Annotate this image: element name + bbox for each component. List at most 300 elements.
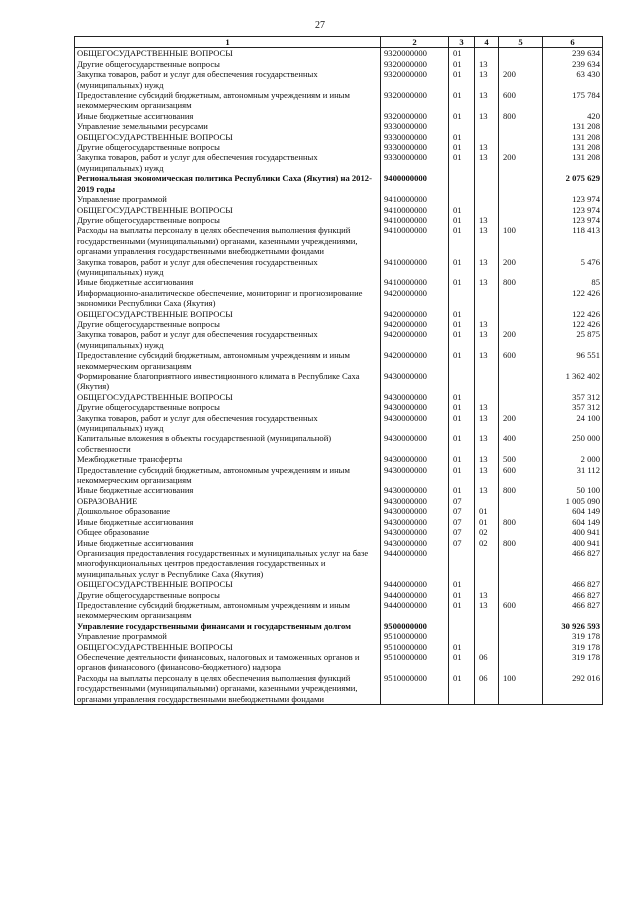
row-expense-type-cell: [499, 288, 543, 309]
row-section-cell: 01: [449, 111, 475, 121]
row-name-cell: ОБЩЕГОСУДАРСТВЕННЫЕ ВОПРОСЫ: [75, 579, 381, 589]
row-name-cell: ОБЩЕГОСУДАРСТВЕННЫЕ ВОПРОСЫ: [75, 642, 381, 652]
table-row: [75, 173, 603, 194]
row-amount-cell: 239 634: [543, 48, 603, 59]
row-code-cell: 9430000000: [381, 485, 449, 495]
table-row: [75, 538, 603, 548]
row-subsection-cell: 13: [475, 433, 499, 454]
row-name-cell: ОБРАЗОВАНИЕ: [75, 496, 381, 506]
row-expense-type-cell: 500: [499, 454, 543, 464]
row-name-cell: Иные бюджетные ассигнования: [75, 517, 381, 527]
row-expense-type-cell: [499, 319, 543, 329]
row-section-cell: 01: [449, 329, 475, 350]
row-code-cell: 9320000000: [381, 59, 449, 69]
row-name-cell: Расходы на выплаты персоналу в целях обеспечения выполнения функций государственными (муниципальными) органами, казенными учреждениями, органами управления государственными внебюджетными фондами: [75, 225, 381, 256]
row-subsection-cell: 13: [475, 465, 499, 486]
table-row: [75, 600, 603, 621]
row-section-cell: 01: [449, 433, 475, 454]
table-row: [75, 59, 603, 69]
row-amount-cell: 123 974: [543, 205, 603, 215]
row-code-cell: 9430000000: [381, 506, 449, 516]
row-name-cell: Межбюджетные трансферты: [75, 454, 381, 464]
row-amount-cell: 466 827: [543, 590, 603, 600]
table-row: [75, 496, 603, 506]
table-row: [75, 590, 603, 600]
row-section-cell: 07: [449, 517, 475, 527]
row-expense-type-cell: [499, 579, 543, 589]
row-amount-cell: 400 941: [543, 527, 603, 537]
table-row: [75, 194, 603, 204]
row-code-cell: 9430000000: [381, 527, 449, 537]
row-code-cell: 9440000000: [381, 579, 449, 589]
row-section-cell: 01: [449, 59, 475, 69]
header-col-2: 2: [381, 37, 449, 48]
table-row: [75, 579, 603, 589]
row-amount-cell: 122 426: [543, 288, 603, 309]
table-row: [75, 631, 603, 641]
row-amount-cell: 131 208: [543, 132, 603, 142]
row-expense-type-cell: 800: [499, 517, 543, 527]
table-row: [75, 121, 603, 131]
table-row: [75, 673, 603, 705]
row-amount-cell: 604 149: [543, 506, 603, 516]
row-code-cell: 9440000000: [381, 590, 449, 600]
row-section-cell: 01: [449, 309, 475, 319]
row-section-cell: 01: [449, 257, 475, 278]
row-expense-type-cell: [499, 402, 543, 412]
row-subsection-cell: [475, 205, 499, 215]
table-row: [75, 621, 603, 631]
row-code-cell: 9410000000: [381, 194, 449, 204]
row-code-cell: 9420000000: [381, 350, 449, 371]
row-section-cell: 01: [449, 48, 475, 59]
row-amount-cell: 2 000: [543, 454, 603, 464]
table-row: [75, 111, 603, 121]
row-name-cell: Управление программой: [75, 631, 381, 641]
row-name-cell: Формирование благоприятного инвестиционного климата в Республике Саха (Якутия): [75, 371, 381, 392]
row-section-cell: 01: [449, 454, 475, 464]
row-expense-type-cell: [499, 590, 543, 600]
row-subsection-cell: 13: [475, 350, 499, 371]
table-row: [75, 152, 603, 173]
row-subsection-cell: 13: [475, 69, 499, 90]
row-amount-cell: 131 208: [543, 152, 603, 173]
table-row: [75, 329, 603, 350]
row-name-cell: ОБЩЕГОСУДАРСТВЕННЫЕ ВОПРОСЫ: [75, 48, 381, 59]
row-subsection-cell: [475, 631, 499, 641]
row-name-cell: Предоставление субсидий бюджетным, автономным учреждениям и иным некоммерческим организациям: [75, 465, 381, 486]
row-expense-type-cell: [499, 48, 543, 59]
row-subsection-cell: [475, 621, 499, 631]
row-subsection-cell: 13: [475, 402, 499, 412]
row-name-cell: Предоставление субсидий бюджетным, автономным учреждениям и иным некоммерческим организациям: [75, 600, 381, 621]
row-expense-type-cell: [499, 194, 543, 204]
row-code-cell: 9430000000: [381, 496, 449, 506]
row-expense-type-cell: [499, 59, 543, 69]
row-code-cell: 9330000000: [381, 132, 449, 142]
row-name-cell: Организация предоставления государственных и муниципальных услуг на базе многофункциональных центров предоставления государственных и муниципальных услуг в Республике Саха (Якутия): [75, 548, 381, 579]
row-code-cell: 9410000000: [381, 277, 449, 287]
row-name-cell: ОБЩЕГОСУДАРСТВЕННЫЕ ВОПРОСЫ: [75, 309, 381, 319]
row-subsection-cell: [475, 48, 499, 59]
row-name-cell: Иные бюджетные ассигнования: [75, 538, 381, 548]
row-subsection-cell: [475, 309, 499, 319]
row-code-cell: 9510000000: [381, 652, 449, 673]
row-code-cell: 9330000000: [381, 121, 449, 131]
row-code-cell: 9420000000: [381, 288, 449, 309]
table-body: [75, 48, 603, 705]
row-name-cell: Закупка товаров, работ и услуг для обеспечения государственных (муниципальных) нужд: [75, 257, 381, 278]
row-subsection-cell: 13: [475, 413, 499, 434]
row-name-cell: Управление государственными финансами и государственным долгом: [75, 621, 381, 631]
row-code-cell: 9430000000: [381, 465, 449, 486]
table-row: [75, 465, 603, 486]
row-subsection-cell: 13: [475, 152, 499, 173]
row-subsection-cell: [475, 579, 499, 589]
row-subsection-cell: [475, 642, 499, 652]
row-amount-cell: 118 413: [543, 225, 603, 256]
row-expense-type-cell: [499, 371, 543, 392]
row-expense-type-cell: [499, 506, 543, 516]
row-amount-cell: 319 178: [543, 631, 603, 641]
row-code-cell: 9420000000: [381, 329, 449, 350]
header-col-4: 4: [475, 37, 499, 48]
row-subsection-cell: [475, 548, 499, 579]
row-expense-type-cell: [499, 215, 543, 225]
row-amount-cell: 319 178: [543, 642, 603, 652]
row-amount-cell: 466 827: [543, 579, 603, 589]
row-section-cell: 01: [449, 319, 475, 329]
row-expense-type-cell: [499, 142, 543, 152]
row-subsection-cell: 06: [475, 673, 499, 705]
row-subsection-cell: 01: [475, 517, 499, 527]
table-row: [75, 413, 603, 434]
row-subsection-cell: 13: [475, 257, 499, 278]
row-section-cell: [449, 121, 475, 131]
row-code-cell: 9400000000: [381, 173, 449, 194]
row-section-cell: 01: [449, 132, 475, 142]
row-amount-cell: 31 112: [543, 465, 603, 486]
row-section-cell: 01: [449, 277, 475, 287]
row-subsection-cell: 13: [475, 142, 499, 152]
row-amount-cell: 466 827: [543, 600, 603, 621]
row-subsection-cell: [475, 121, 499, 131]
row-amount-cell: 24 100: [543, 413, 603, 434]
row-expense-type-cell: [499, 652, 543, 673]
table-row: [75, 215, 603, 225]
row-section-cell: [449, 194, 475, 204]
row-amount-cell: 123 974: [543, 194, 603, 204]
table-row: [75, 402, 603, 412]
row-name-cell: Иные бюджетные ассигнования: [75, 277, 381, 287]
row-expense-type-cell: [499, 548, 543, 579]
row-expense-type-cell: 200: [499, 69, 543, 90]
row-expense-type-cell: 600: [499, 350, 543, 371]
row-code-cell: 9320000000: [381, 69, 449, 90]
row-name-cell: ОБЩЕГОСУДАРСТВЕННЫЕ ВОПРОСЫ: [75, 132, 381, 142]
table-row: [75, 257, 603, 278]
row-expense-type-cell: 200: [499, 329, 543, 350]
row-amount-cell: 122 426: [543, 319, 603, 329]
row-subsection-cell: 02: [475, 527, 499, 537]
row-subsection-cell: 13: [475, 329, 499, 350]
row-name-cell: Предоставление субсидий бюджетным, автономным учреждениям и иным некоммерческим организациям: [75, 350, 381, 371]
row-section-cell: 01: [449, 652, 475, 673]
row-subsection-cell: [475, 371, 499, 392]
row-expense-type-cell: [499, 392, 543, 402]
row-code-cell: 9440000000: [381, 600, 449, 621]
row-name-cell: Другие общегосударственные вопросы: [75, 319, 381, 329]
row-amount-cell: 239 634: [543, 59, 603, 69]
row-code-cell: 9320000000: [381, 90, 449, 111]
row-expense-type-cell: 800: [499, 538, 543, 548]
row-subsection-cell: 02: [475, 538, 499, 548]
row-amount-cell: 131 208: [543, 121, 603, 131]
row-code-cell: 9320000000: [381, 48, 449, 59]
row-code-cell: 9500000000: [381, 621, 449, 631]
row-subsection-cell: [475, 288, 499, 309]
row-section-cell: 01: [449, 402, 475, 412]
table-row: [75, 132, 603, 142]
row-amount-cell: 131 208: [543, 142, 603, 152]
table-row: [75, 277, 603, 287]
row-expense-type-cell: [499, 173, 543, 194]
table-row: [75, 319, 603, 329]
row-section-cell: 07: [449, 527, 475, 537]
row-code-cell: 9510000000: [381, 673, 449, 705]
row-section-cell: 01: [449, 142, 475, 152]
row-section-cell: 01: [449, 90, 475, 111]
row-subsection-cell: 13: [475, 90, 499, 111]
row-name-cell: Иные бюджетные ассигнования: [75, 485, 381, 495]
row-expense-type-cell: 100: [499, 673, 543, 705]
row-amount-cell: 96 551: [543, 350, 603, 371]
row-amount-cell: 400 941: [543, 538, 603, 548]
table-row: [75, 517, 603, 527]
row-code-cell: 9430000000: [381, 402, 449, 412]
table-row: [75, 90, 603, 111]
row-section-cell: 01: [449, 69, 475, 90]
row-expense-type-cell: 800: [499, 277, 543, 287]
row-expense-type-cell: 200: [499, 152, 543, 173]
row-name-cell: Другие общегосударственные вопросы: [75, 215, 381, 225]
row-subsection-cell: 13: [475, 225, 499, 256]
row-expense-type-cell: [499, 309, 543, 319]
row-section-cell: 01: [449, 642, 475, 652]
row-name-cell: Закупка товаров, работ и услуг для обеспечения государственных (муниципальных) нужд: [75, 329, 381, 350]
row-amount-cell: 63 430: [543, 69, 603, 90]
row-subsection-cell: [475, 194, 499, 204]
row-amount-cell: 123 974: [543, 215, 603, 225]
row-section-cell: 07: [449, 496, 475, 506]
row-amount-cell: 25 875: [543, 329, 603, 350]
row-code-cell: 9440000000: [381, 548, 449, 579]
row-name-cell: Обеспечение деятельности финансовых, налоговых и таможенных органов и органов финансового (финансово-бюджетного) надзора: [75, 652, 381, 673]
table-row: [75, 142, 603, 152]
row-amount-cell: 466 827: [543, 548, 603, 579]
table-row: [75, 652, 603, 673]
row-subsection-cell: 01: [475, 506, 499, 516]
table-row: [75, 48, 603, 59]
row-amount-cell: 50 100: [543, 485, 603, 495]
row-code-cell: 9430000000: [381, 392, 449, 402]
table-row: [75, 392, 603, 402]
row-code-cell: 9320000000: [381, 111, 449, 121]
table-row: [75, 69, 603, 90]
row-name-cell: Другие общегосударственные вопросы: [75, 402, 381, 412]
row-section-cell: 01: [449, 465, 475, 486]
row-subsection-cell: 13: [475, 590, 499, 600]
row-subsection-cell: 13: [475, 485, 499, 495]
row-expense-type-cell: 600: [499, 600, 543, 621]
row-amount-cell: 30 926 593: [543, 621, 603, 631]
row-expense-type-cell: [499, 631, 543, 641]
header-col-5: 5: [499, 37, 543, 48]
row-amount-cell: 2 075 629: [543, 173, 603, 194]
row-amount-cell: 357 312: [543, 392, 603, 402]
row-expense-type-cell: [499, 132, 543, 142]
table-row: [75, 309, 603, 319]
row-subsection-cell: [475, 392, 499, 402]
row-name-cell: Управление программой: [75, 194, 381, 204]
table-row: [75, 454, 603, 464]
header-col-3: 3: [449, 37, 475, 48]
table-header-row: [75, 37, 603, 48]
row-expense-type-cell: [499, 527, 543, 537]
table-row: [75, 485, 603, 495]
row-code-cell: 9410000000: [381, 225, 449, 256]
row-expense-type-cell: [499, 496, 543, 506]
row-code-cell: 9420000000: [381, 309, 449, 319]
budget-table: [74, 36, 603, 705]
row-code-cell: 9430000000: [381, 454, 449, 464]
row-amount-cell: 250 000: [543, 433, 603, 454]
row-section-cell: [449, 621, 475, 631]
row-section-cell: 01: [449, 590, 475, 600]
table-row: [75, 350, 603, 371]
row-subsection-cell: 13: [475, 454, 499, 464]
row-name-cell: Иные бюджетные ассигнования: [75, 111, 381, 121]
row-code-cell: 9430000000: [381, 413, 449, 434]
row-name-cell: Информационно-аналитическое обеспечение, мониторинг и прогнозирование экономики Республики Саха (Якутия): [75, 288, 381, 309]
row-expense-type-cell: [499, 121, 543, 131]
row-subsection-cell: 13: [475, 59, 499, 69]
header-col-6: 6: [543, 37, 603, 48]
row-code-cell: 9430000000: [381, 517, 449, 527]
table-row: [75, 205, 603, 215]
row-name-cell: Дошкольное образование: [75, 506, 381, 516]
row-section-cell: 07: [449, 538, 475, 548]
row-section-cell: 01: [449, 215, 475, 225]
row-subsection-cell: 13: [475, 111, 499, 121]
row-subsection-cell: [475, 173, 499, 194]
row-name-cell: Расходы на выплаты персоналу в целях обеспечения выполнения функций государственными (муниципальными) органами, казенными учреждениями, органами управления государственными внебюджетными фондами: [75, 673, 381, 705]
row-amount-cell: 604 149: [543, 517, 603, 527]
row-section-cell: 01: [449, 600, 475, 621]
row-name-cell: Общее образование: [75, 527, 381, 537]
row-section-cell: [449, 631, 475, 641]
row-code-cell: 9330000000: [381, 152, 449, 173]
row-expense-type-cell: [499, 621, 543, 631]
row-code-cell: 9330000000: [381, 142, 449, 152]
row-amount-cell: 292 016: [543, 673, 603, 705]
row-expense-type-cell: 100: [499, 225, 543, 256]
row-amount-cell: 357 312: [543, 402, 603, 412]
row-subsection-cell: [475, 496, 499, 506]
row-subsection-cell: 13: [475, 319, 499, 329]
row-name-cell: Предоставление субсидий бюджетным, автономным учреждениям и иным некоммерческим организациям: [75, 90, 381, 111]
row-code-cell: 9410000000: [381, 215, 449, 225]
row-amount-cell: 175 784: [543, 90, 603, 111]
row-expense-type-cell: 800: [499, 485, 543, 495]
row-amount-cell: 319 178: [543, 652, 603, 673]
row-code-cell: 9430000000: [381, 433, 449, 454]
row-name-cell: Управление земельными ресурсами: [75, 121, 381, 131]
row-subsection-cell: 13: [475, 600, 499, 621]
row-expense-type-cell: [499, 205, 543, 215]
row-name-cell: Капитальные вложения в объекты государственной (муниципальной) собственности: [75, 433, 381, 454]
row-name-cell: Другие общегосударственные вопросы: [75, 142, 381, 152]
row-expense-type-cell: 200: [499, 257, 543, 278]
row-expense-type-cell: 800: [499, 111, 543, 121]
row-section-cell: 01: [449, 225, 475, 256]
row-expense-type-cell: 200: [499, 413, 543, 434]
row-section-cell: 01: [449, 413, 475, 434]
row-name-cell: ОБЩЕГОСУДАРСТВЕННЫЕ ВОПРОСЫ: [75, 392, 381, 402]
table-row: [75, 642, 603, 652]
row-section-cell: [449, 548, 475, 579]
row-amount-cell: 5 476: [543, 257, 603, 278]
row-section-cell: 01: [449, 485, 475, 495]
table-row: [75, 527, 603, 537]
row-code-cell: 9510000000: [381, 642, 449, 652]
row-amount-cell: 122 426: [543, 309, 603, 319]
row-section-cell: 01: [449, 673, 475, 705]
row-section-cell: [449, 371, 475, 392]
row-amount-cell: 1 005 090: [543, 496, 603, 506]
row-code-cell: 9410000000: [381, 257, 449, 278]
row-expense-type-cell: 600: [499, 90, 543, 111]
row-expense-type-cell: [499, 642, 543, 652]
row-code-cell: 9410000000: [381, 205, 449, 215]
row-section-cell: 01: [449, 579, 475, 589]
table-row: [75, 433, 603, 454]
row-name-cell: Закупка товаров, работ и услуг для обеспечения государственных (муниципальных) нужд: [75, 69, 381, 90]
row-subsection-cell: [475, 132, 499, 142]
table-row: [75, 371, 603, 392]
header-col-1: 1: [75, 37, 381, 48]
row-code-cell: 9510000000: [381, 631, 449, 641]
row-amount-cell: 420: [543, 111, 603, 121]
row-name-cell: ОБЩЕГОСУДАРСТВЕННЫЕ ВОПРОСЫ: [75, 205, 381, 215]
table-row: [75, 288, 603, 309]
row-section-cell: 01: [449, 392, 475, 402]
row-amount-cell: 1 362 402: [543, 371, 603, 392]
table-row: [75, 225, 603, 256]
row-section-cell: [449, 288, 475, 309]
row-section-cell: 01: [449, 205, 475, 215]
row-expense-type-cell: 400: [499, 433, 543, 454]
row-subsection-cell: 13: [475, 277, 499, 287]
row-name-cell: Региональная экономическая политика Республики Саха (Якутия) на 2012-2019 годы: [75, 173, 381, 194]
row-section-cell: 07: [449, 506, 475, 516]
row-name-cell: Другие общегосударственные вопросы: [75, 59, 381, 69]
row-code-cell: 9430000000: [381, 538, 449, 548]
row-amount-cell: 85: [543, 277, 603, 287]
row-name-cell: Закупка товаров, работ и услуг для обеспечения государственных (муниципальных) нужд: [75, 413, 381, 434]
row-expense-type-cell: 600: [499, 465, 543, 486]
row-section-cell: 01: [449, 152, 475, 173]
